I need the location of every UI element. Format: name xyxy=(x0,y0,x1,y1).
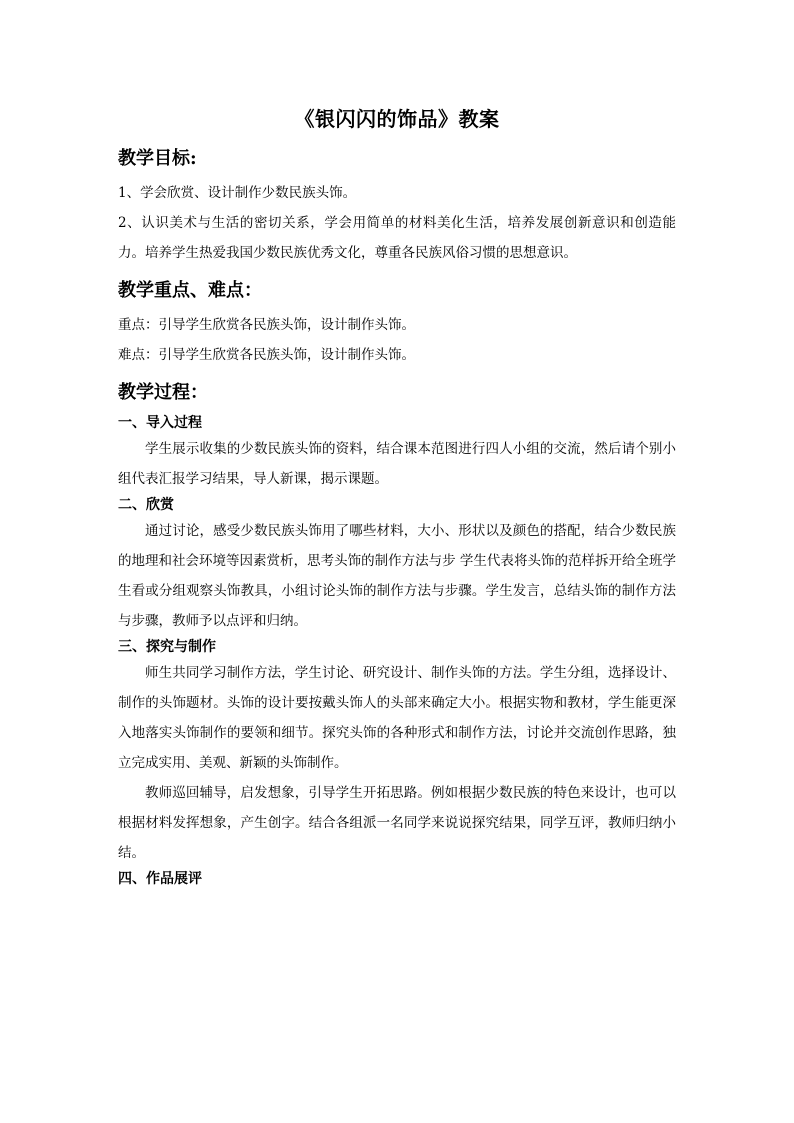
step-paragraph: 通过讨论，感受少数民族头饰用了哪些材料，大小、形状以及颜色的搭配，结合少数民族的地理和社会环境等因素赏析，思考头饰的制作方法与步 学生代表将头饰的范样拆开给全班学生看或分组观察头饰教具，小组讨论头饰的制作方法与步骤。学生发言，总结头饰的制作方法与步骤，教师予以点评和归纳。 xyxy=(118,523,676,629)
step-heading-explore: 三、探究与制作 xyxy=(118,639,216,655)
step-heading-showcase: 四、作品展评 xyxy=(118,871,202,887)
key-points-heading: 教学重点、难点： xyxy=(118,280,262,301)
document-body xyxy=(118,146,676,890)
difficulty-item: 难点：引导学生欣赏各民族头饰，设计制作头饰。 xyxy=(118,347,415,363)
objective-item: 2、认识美术与生活的密切关系，学会用简单的材料美化生活，培养发展创新意识和创造能力。培养学生热爱我国少数民族优秀文化，尊重各民族风俗习惯的思想意识。 xyxy=(118,215,676,261)
step-heading-intro: 一、导入过程 xyxy=(118,415,202,431)
step-heading-appreciate: 二、欣赏 xyxy=(118,497,174,513)
process-heading: 教学过程： xyxy=(118,382,208,403)
objective-item: 1、学会欣赏、设计制作少数民族头饰。 xyxy=(118,185,357,201)
step-paragraph: 教师巡回辅导，启发想象，引导学生开拓思路。例如根据少数民族的特色来设计，也可以根据材料发挥想象，产生创字。结合各组派一名同学来说说探究结果，同学互评，教师归纳小结。 xyxy=(118,785,676,861)
step-paragraph: 师生共同学习制作方法，学生讨论、研究设计、制作头饰的方法。学生分组，选择设计、制作的头饰题材。头饰的设计要按戴头饰人的头部来确定大小。根据实物和教材，学生能更深入地落实头饰制作的要领和细节。探究头饰的各种形式和制作方法，讨论并交流创作思路，独立完成实用、美观、新颖的头饰制作。 xyxy=(118,665,676,771)
step-paragraph: 学生展示收集的少数民族头饰的资料，结合课本范图进行四人小组的交流，然后请个别小组代表汇报学习结果，导人新课，揭示课题。 xyxy=(118,441,676,487)
document-title: 《银闪闪的饰品》教案 xyxy=(294,107,500,131)
objectives-heading: 教学目标: xyxy=(118,148,197,169)
key-point-item: 重点：引导学生欣赏各民族头饰，设计制作头饰。 xyxy=(118,317,415,333)
